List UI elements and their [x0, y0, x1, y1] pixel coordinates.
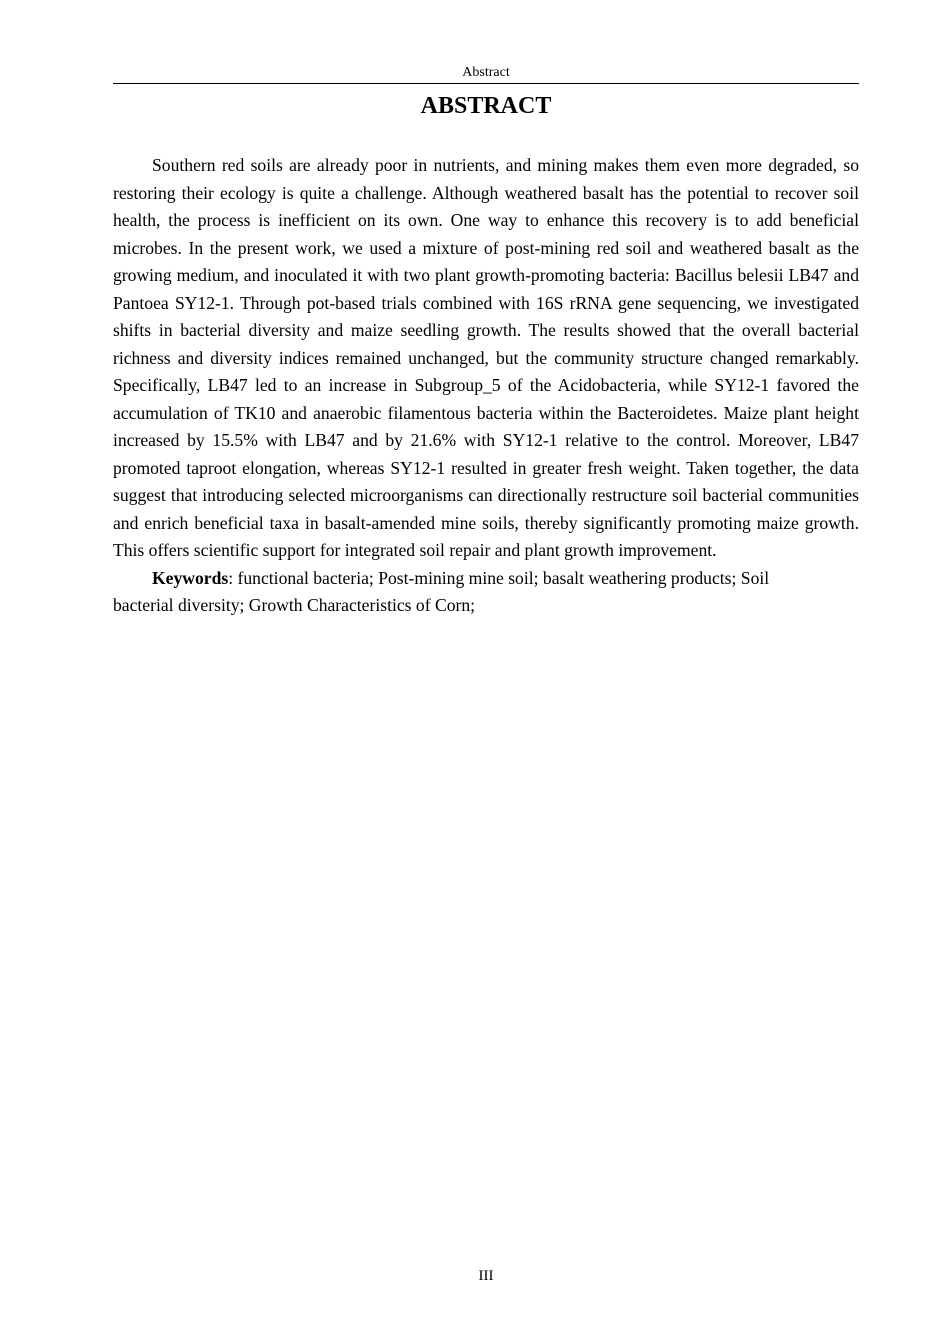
running-header: Abstract	[462, 65, 510, 80]
keywords-separator: :	[228, 567, 238, 588]
abstract-paragraph: Southern red soils are already poor in nutrients, and mining makes them even more degraded, so restoring their ecology is quite a challenge. Although weathered basalt has the potential to recover soil health, the process is inefficient on its own. One way to enhance this recovery is to add beneficial microbes. In the present work, we used a mixture of post-mining red soil and weathered basalt as the growing medium, and inoculated it with two plant growth-promoting bacteria: Bacillus belesii LB47 and Pantoea SY12-1. Through pot-based trials combined with 16S rRNA gene sequencing, we investigated shifts in bacterial diversity and maize seedling growth. The results showed that the overall bacterial richness and diversity indices remained unchanged, but the community structure changed remarkably. Specifically, LB47 led to an increase in Subgroup_5 of the Acidobacteria, while SY12-1 favored the accumulation of TK10 and anaerobic filamentous bacteria within the Bacteroidetes. Maize plant height increased by 15.5% with LB47 and by 21.6% with SY12-1 relative to the control. Moreover, LB47 promoted taproot elongation, whereas SY12-1 resulted in greater fresh weight. Taken together, the data suggest that introducing selected microorganisms can directionally restructure soil bacterial communities and enrich beneficial taxa in basalt-amended mine soils, thereby significantly promoting maize growth. This offers scientific support for integrated soil repair and plant growth improvement.	[113, 155, 859, 560]
page-title: ABSTRACT	[420, 93, 552, 119]
header-rule	[113, 83, 859, 84]
page-number: III	[478, 1268, 494, 1284]
keywords-text-line1: functional bacteria; Post-mining mine soil; basalt weathering products; Soil	[237, 567, 770, 588]
keywords-label: Keywords	[152, 567, 229, 588]
abstract-body	[113, 152, 859, 620]
keywords-text-line2: bacterial diversity; Growth Characteristics of Corn;	[113, 595, 476, 615]
keywords-paragraph	[113, 565, 859, 620]
